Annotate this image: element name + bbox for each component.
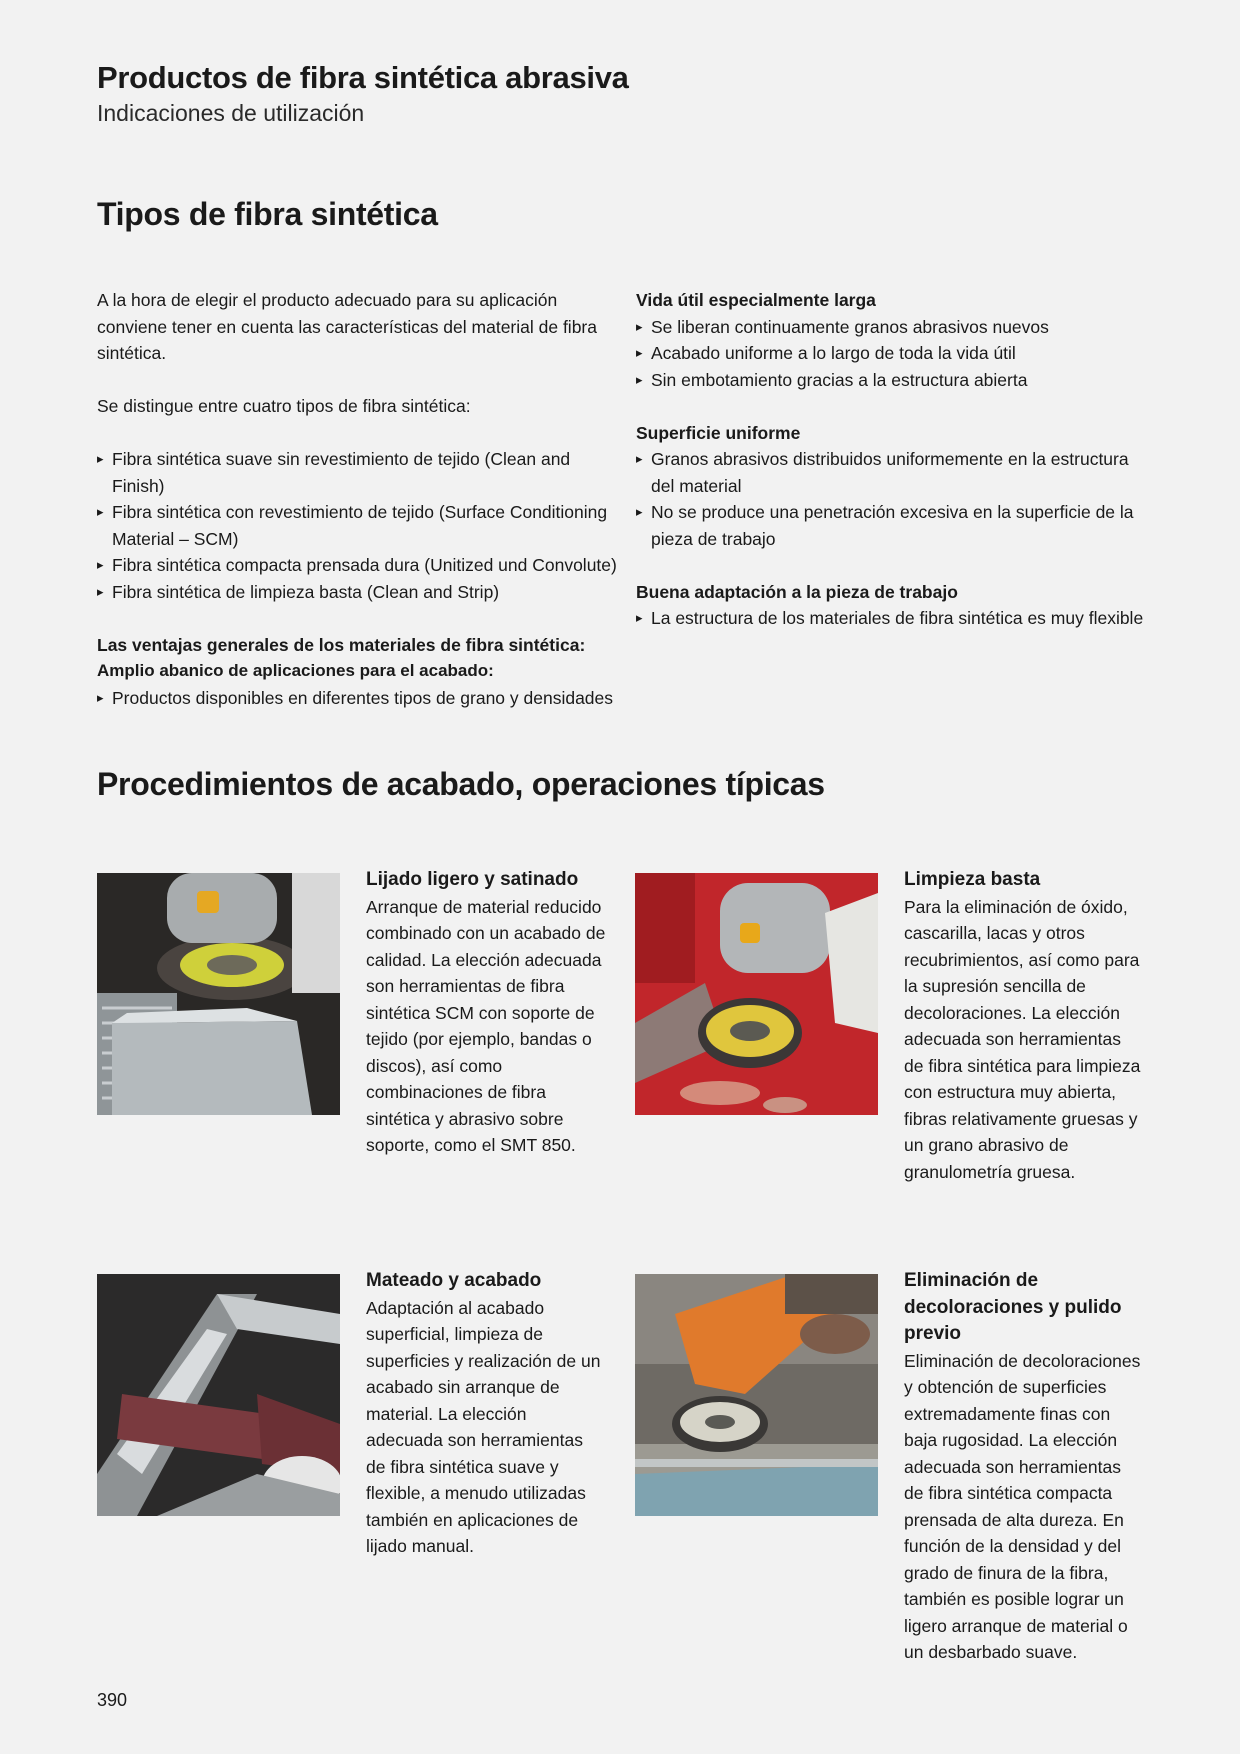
card-matting-finishing	[366, 1268, 606, 1560]
list-item: ▸ La estructura de los materiales de fibra sintética es muy flexible	[636, 605, 1156, 632]
list-item: ▸ No se produce una penetración excesiva en la superficie de la pieza de trabajo	[636, 499, 1156, 552]
card-title: Lijado ligero y satinado	[366, 869, 579, 890]
life-heading: Vida útil especialmente larga	[636, 290, 876, 310]
distinguish-paragraph: Se distingue entre cuatro tipos de fibra sintética:	[97, 396, 471, 416]
list-item: ▸ Fibra sintética de limpieza basta (Clean and Strip)	[97, 579, 617, 606]
page-title: Productos de fibra sintética abrasiva	[97, 60, 629, 95]
range-list	[97, 685, 617, 712]
list-item: ▸ Fibra sintética compacta prensada dura (Unitized und Convolute)	[97, 552, 617, 579]
card-light-sanding	[366, 867, 606, 1159]
surface-list	[636, 446, 1156, 552]
card-body: Eliminación de decoloraciones y obtención de superficies extremadamente finas con baja rugosidad. La elección adecuada son herramientas de fibra sintética compacta prensada de alta dureza. En función de la densidad y del grado de finura de la fibra, también es posible lograr un ligero arranque de material o un desbarbado suave.	[904, 1350, 1141, 1662]
card-discoloration-removal	[904, 1268, 1144, 1666]
card-title: Mateado y acabado	[366, 1270, 542, 1291]
list-item: ▸ Fibra sintética suave sin revestimiento de tejido (Clean and Finish)	[97, 446, 617, 499]
list-item: ▸ Acabado uniforme a lo largo de toda la vida útil	[636, 340, 1156, 367]
list-item: ▸ Granos abrasivos distribuidos uniformemente en la estructura del material	[636, 446, 1156, 499]
page-subtitle: Indicaciones de utilización	[97, 100, 365, 126]
page-number: 390	[97, 1690, 128, 1710]
photo-orange-grinder	[635, 1274, 878, 1516]
adapt-list	[636, 605, 1156, 632]
list-item: ▸ Fibra sintética con revestimiento de tejido (Surface Conditioning Material – SCM)	[97, 499, 617, 552]
advantages-heading: Las ventajas generales de los materiales de fibra sintética:	[97, 634, 586, 655]
surface-heading: Superficie uniforme	[636, 422, 801, 443]
left-column	[97, 287, 617, 711]
card-body: Adaptación al acabado superficial, limpieza de superficies y realización de un acabado sin arranque de material. La elección adecuada son herramientas de fibra sintética suave y flexible, a menudo utilizadas también en aplicaciones de lijado manual.	[366, 1297, 601, 1556]
right-column	[636, 287, 1156, 632]
photo-angle-grinder-satin	[97, 873, 340, 1115]
card-title: Eliminación de decoloraciones y pulido previo	[904, 1270, 1122, 1344]
card-title: Limpieza basta	[904, 869, 1041, 890]
section-heading-fiber-types: Tipos de fibra sintética	[97, 196, 438, 232]
photo-angle-grinder-red-surface	[635, 873, 878, 1115]
life-list	[636, 314, 1156, 394]
card-body: Para la eliminación de óxido, cascarilla, lacas y otros recubrimientos, así como para la supresión sencilla de decoloraciones. La elección adecuada son herramientas de fibra sintética para limpieza con estructura muy abierta, fibras relativamente gruesas y un grano abrasivo de granulometría gruesa.	[904, 896, 1141, 1182]
list-item: ▸ Productos disponibles en diferentes tipos de grano y densidades	[97, 685, 617, 712]
card-body: Arranque de material reducido combinado con un acabado de calidad. La elección adecuada son herramientas de fibra sintética SCM con soporte de tejido (por ejemplo, bandas o discos), así como combinaciones de fibra sintética y abrasivo sobre soporte, como el SMT 850.	[366, 896, 606, 1155]
range-heading: Amplio abanico de aplicaciones para el acabado:	[97, 661, 494, 680]
adapt-heading: Buena adaptación a la pieza de trabajo	[636, 581, 958, 602]
list-item: ▸ Sin embotamiento gracias a la estructura abierta	[636, 367, 1156, 394]
list-item: ▸ Se liberan continuamente granos abrasivos nuevos	[636, 314, 1156, 341]
photo-hand-finishing-tube	[97, 1274, 340, 1516]
section-heading-procedures: Procedimientos de acabado, operaciones típicas	[97, 766, 825, 802]
fiber-types-list	[97, 446, 617, 605]
intro-paragraph: A la hora de elegir el producto adecuado para su aplicación conviene tener en cuenta las características del material de fibra sintética.	[97, 290, 597, 363]
card-coarse-cleaning	[904, 867, 1144, 1185]
